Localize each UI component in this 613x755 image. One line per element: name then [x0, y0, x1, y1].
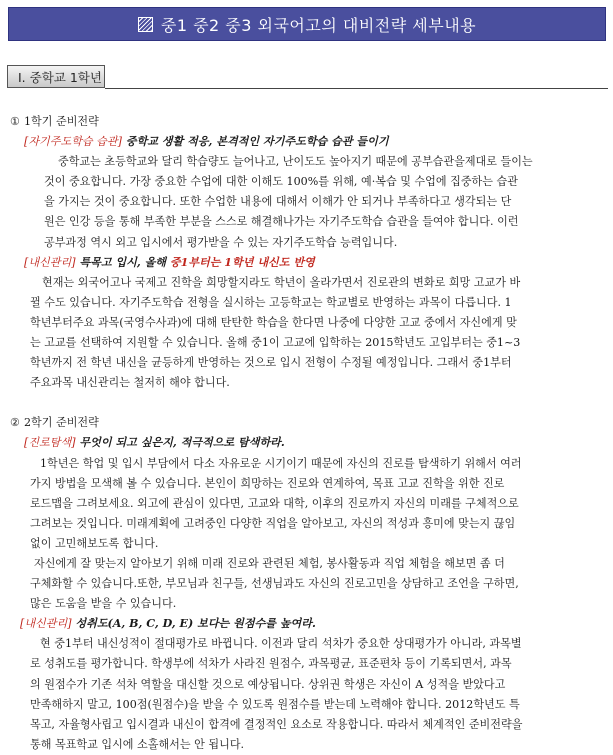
text-line: 을 가지는 것이 중요합니다. 또한 수업한 내용에 대해서 이해가 안 되거나 부족하다고 생각되는 단	[44, 195, 512, 209]
circled-number-2: ②	[10, 416, 20, 430]
text-line: 로 성취도를 평가합니다. 학생부에 석차가 사라진 원점수, 과목평균, 표준편차 등이 기록되면서, 과목	[30, 657, 512, 671]
text-line: 현재는 외국어고나 국제고 진학을 희망할지라도 학년이 올라가면서 진로관의 변화로 희망 고교가 바	[42, 275, 521, 289]
text-line: 자신에게 잘 맞는지 알아보기 위해 미래 진로와 관련된 체험, 봉사활동과 직업 체험을 해보면 좀 더	[34, 556, 505, 570]
semester-1-title: 1학기 준비전략	[23, 115, 99, 128]
subheading-text: 중학교 생활 적응, 본격적인 자기주도학습 습관 들이기	[121, 135, 389, 149]
text-line: 뀔 수도 있습니다. 자기주도학습 전형을 실시하는 고등학교는 학교별로 반영하는 과목이 다릅니다. 1	[30, 295, 512, 309]
section-label: I. 중학교 1학년	[7, 65, 105, 88]
hatched-square-icon	[138, 17, 153, 32]
text-line: 원은 인강 등을 통해 부족한 부분을 스스로 해결해나가는 자기주도학습 습관을 들여야 합니다. 이런	[44, 215, 519, 229]
highlight-text: 중1부터는 1학년 내신도 반영	[169, 255, 315, 269]
title-bar	[8, 7, 606, 41]
tag-career: [진로탐색]	[24, 436, 76, 450]
text-line: 없이 고민해보도록 합니다.	[30, 536, 159, 550]
text-line: 많은 도움을 받을 수 있습니다.	[30, 597, 177, 611]
paragraph-grades-1	[10, 273, 606, 394]
text-line: 가지 방법을 모색해 볼 수 있습니다. 본인이 희망하는 진로와 연계하여, 목표 고교 진학을 위한 진로	[30, 476, 505, 490]
document-body	[10, 112, 606, 755]
text-line: 중학교는 초등학교와 달리 학습량도 늘어나고, 난이도도 높아지기 때문에 공부습관을제대로 들이는	[58, 155, 533, 169]
section-divider	[105, 88, 608, 89]
subheading-career	[24, 433, 606, 453]
text-line: 1학년은 학업 및 입시 부담에서 다소 자유로운 시기이기 때문에 자신의 진로를 탐색하기 위해서 여러	[40, 456, 522, 470]
text-line: 로드맵을 그려보세요. 외고에 관심이 있다면, 고교와 대학, 이후의 진로까지 자신의 미래를 구체적으로	[30, 496, 519, 510]
text-line: 주요과목 내신관리는 철저히 해야 합니다.	[30, 376, 230, 390]
text-line: 의 원점수가 기존 석차 역할을 대신할 것으로 예상됩니다. 상위권 학생은 자신이 A 성적을 받았다고	[30, 677, 506, 691]
subheading-grades-1	[24, 253, 606, 273]
circled-number-1: ①	[10, 115, 20, 128]
text-line: 구체화할 수 있습니다.또한, 부모님과 친구들, 선생님과도 자신의 진로고민을 상담하고 조언을 구하면,	[30, 577, 519, 591]
paragraph-grades-2	[10, 634, 606, 755]
text-line: 현 중1부터 내신성적이 절대평가로 바뀝니다. 이전과 달리 석차가 중요한 상대평가가 아니라, 과목별	[40, 637, 522, 651]
text-line: 것이 중요합니다. 가장 중요한 수업에 대한 이해도 100%를 위해, 예·복습 및 수업에 집중하는 습관	[44, 175, 518, 189]
semester-2-heading	[10, 413, 606, 433]
tag-self-study: [자기주도학습 습관]	[24, 135, 122, 149]
subheading-text: 무엇이 되고 싶은지, 적극적으로 탐색하라.	[75, 436, 285, 450]
subheading-self-study	[24, 132, 606, 152]
semester-1-heading	[10, 112, 606, 132]
text-line: 만족해하지 말고, 100점(원점수)을 받을 수 있도록 원점수를 받는데 노력해야 합니다. 2012학년도 특	[30, 697, 520, 711]
semester-2-title: 2학기 준비전략	[23, 416, 99, 430]
text-line: 공부과정 역시 외고 입시에서 평가받을 수 있는 자기주도학습 능력입니다.	[44, 235, 398, 249]
text-line: 목고, 자율형사립고 입시결과 내신이 합격에 결정적인 요소로 작용합니다. 따라서 체계적인 준비전략을	[30, 717, 523, 731]
text-line: 는 고교를 선택하여 지원할 수 있습니다. 올해 중1이 고교에 입학하는 2015학년도 고입부터는 중1~3	[30, 336, 521, 350]
text-line: 통해 목표학교 입시에 소홀해서는 안 됩니다.	[30, 737, 245, 751]
subheading-text: 성취도(A, B, C, D, E) 보다는 원점수를 높여라.	[71, 617, 316, 631]
paragraph-career	[10, 454, 606, 615]
page-title: 중1 중2 중3 외국어고의 대비전략 세부내용	[160, 15, 477, 35]
text-line: 그려보는 것입니다. 미래계획에 고려중인 다양한 직업을 알아보고, 자신의 적성과 흥미에 맞는지 끊임	[30, 516, 516, 530]
text-line: 학년까지 전 학년 내신을 균등하게 반영하는 것으로 입시 전형이 수정될 예정입니다. 그래서 중1부터	[30, 356, 512, 370]
paragraph-self-study	[10, 152, 606, 252]
subheading-text: 특목고 입시, 올해	[75, 255, 170, 269]
subheading-grades-2	[20, 614, 606, 634]
tag-grades: [내신관리]	[24, 255, 76, 269]
text-line: 학년부터주요 과목(국영수사과)에 대해 탄탄한 학습을 한다면 나중에 다양한 고교 중에서 자신에게 맞	[30, 315, 517, 329]
tag-grades: [내신관리]	[20, 617, 72, 631]
